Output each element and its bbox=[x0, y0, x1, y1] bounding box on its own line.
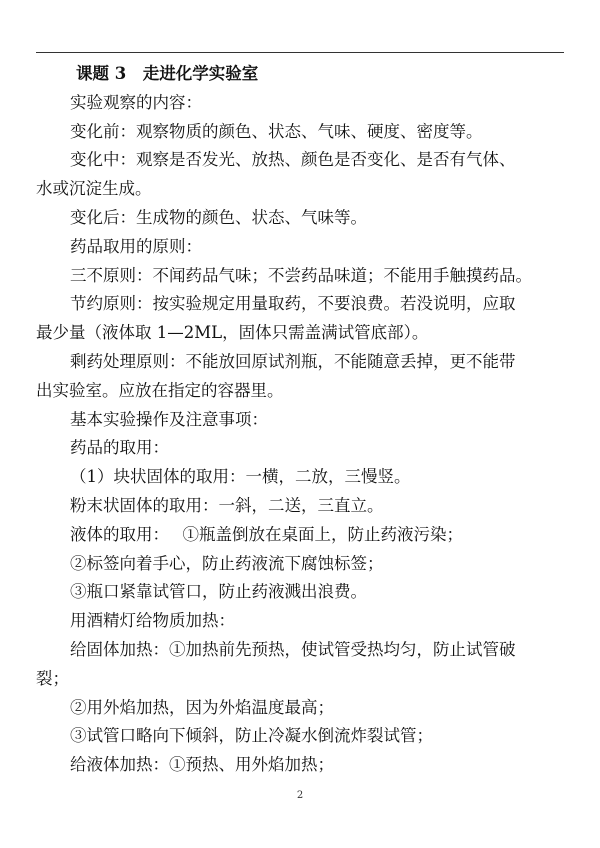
text-line: 实验观察的内容： bbox=[70, 92, 202, 112]
text-line: 用酒精灯给物质加热： bbox=[70, 611, 235, 631]
section-title: 课题 3 走进化学实验室 bbox=[76, 64, 259, 83]
text-line: 给固体加热：①加热前先预热，使试管受热均匀，防止试管破 bbox=[70, 639, 516, 659]
text-line: 基本实验操作及注意事项： bbox=[70, 409, 268, 429]
text-line: 药品的取用： bbox=[70, 438, 169, 458]
text-line: 三不原则：不闻药品气味；不尝药品味道；不能用手触摸药品。 bbox=[70, 265, 532, 285]
text-line: 最少量（液体取 1—2ML，固体只需盖满试管底部）。 bbox=[36, 323, 429, 343]
text-line: 变化前：观察物质的颜色、状态、气味、硬度、密度等。 bbox=[70, 121, 483, 141]
text-line: 粉末状固体的取用：一斜，二送，三直立。 bbox=[70, 495, 384, 515]
text-line: 给液体加热：①预热、用外焰加热； bbox=[70, 755, 334, 775]
text-line: 变化后：生成物的颜色、状态、气味等。 bbox=[70, 207, 367, 227]
text-line: 出实验室。应放在指定的容器里。 bbox=[36, 380, 284, 400]
text-line: 节约原则：按实验规定用量取药，不要浪费。若没说明，应取 bbox=[70, 294, 516, 314]
document-body bbox=[36, 60, 564, 780]
text-line: ③瓶口紧靠试管口，防止药液溅出浪费。 bbox=[70, 582, 367, 602]
text-line: 液体的取用： ①瓶盖倒放在桌面上，防止药液污染； bbox=[70, 524, 463, 544]
page-number: 2 bbox=[296, 790, 304, 801]
text-line: 变化中：观察是否发光、放热、颜色是否变化、是否有气体、 bbox=[70, 150, 516, 170]
text-line: 水或沉淀生成。 bbox=[36, 179, 152, 199]
text-line: ②标签向着手心，防止药液流下腐蚀标签； bbox=[70, 553, 384, 573]
text-line: 裂； bbox=[36, 668, 69, 688]
text-line: 药品取用的原则： bbox=[70, 236, 202, 256]
text-line: ②用外焰加热，因为外焰温度最高； bbox=[70, 697, 334, 717]
text-line: 剩药处理原则：不能放回原试剂瓶，不能随意丢掉，更不能带 bbox=[70, 351, 516, 371]
header-rule bbox=[36, 52, 564, 53]
text-line: （1）块状固体的取用：一横，二放，三慢竖。 bbox=[70, 467, 411, 487]
text-line: ③试管口略向下倾斜，防止冷凝水倒流炸裂试管； bbox=[70, 726, 433, 746]
